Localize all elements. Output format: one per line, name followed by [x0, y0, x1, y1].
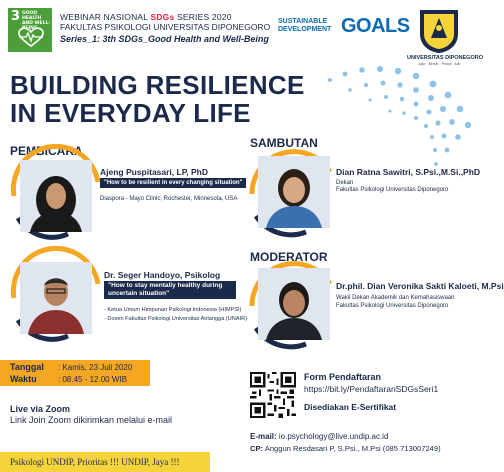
sdg-goals-logo: [278, 15, 410, 40]
university-name: UNIVERSITAS DIPONEGORO: [407, 55, 483, 61]
moderator-name: Dr.phil. Dian Veronika Sakti Kaloeti, M.Psi: [336, 281, 504, 291]
welcome-speaker-name: Dian Ratna Sawitri, S.Psi.,M.Si.,PhD: [336, 167, 481, 177]
moderator-role-1: Wakil Dekan Akademik dan Kemahasiswaan: [336, 295, 455, 301]
welcome-speaker-portrait-icon: [258, 156, 330, 228]
sdg-number: 3: [11, 9, 21, 24]
email-value[interactable]: io.psychology@live.undip.ac.id: [276, 432, 389, 441]
welcome-heading: SAMBUTAN: [250, 136, 318, 150]
university-tagline: Jujur · Bersih · Peduli · Adil: [417, 62, 461, 66]
registration-qr-code-icon[interactable]: [250, 372, 296, 418]
footer-slogan: Psikologi UNDIP, Prioritas !!! UNDIP, Jaya !!!: [10, 457, 180, 467]
time-value: : 08.45 - 12.00 WIB: [58, 375, 127, 384]
speaker-2-talk-line-2: uncertain situation": [108, 290, 170, 297]
certificate-note: Disediakan E-Sertifikat: [304, 402, 397, 412]
date-value: : Kamis, 23 Juli 2020: [58, 363, 133, 372]
welcome-speaker-role-1: Dekan: [336, 180, 354, 186]
email-label: E-mail:: [250, 432, 277, 441]
welcome-speaker-photo: [258, 156, 330, 228]
speaker-2-photo: [20, 262, 92, 334]
cp-value: Anggun Resdasari P, S.Psi., M.Psi (085 713007249): [263, 444, 441, 453]
registration-heading: Form Pendaftaran: [304, 372, 382, 382]
speaker-1-talk-title: "How to be resilient in every changing situation": [100, 178, 246, 188]
speaker-2-role-1: - Ketua Umum Himpunan Psikologi Indonesia (HIMPSI): [104, 307, 242, 313]
header-line-2: FAKULTAS PSIKOLOGI UNIVERSITAS DIPONEGORO: [60, 22, 271, 32]
date-label: Tanggal: [10, 362, 44, 372]
sdg-goals-big: GOALS: [341, 15, 410, 37]
speaker-1-name: Ajeng Puspitasari, LP, PhD: [100, 167, 209, 177]
header-suffix: SERIES 2020: [174, 12, 232, 22]
moderator-role-2: Fakultas Psikologi Universitas Diponegoro: [336, 303, 449, 309]
series-title: Series_1: 3th SDGs_Good Health and Well-Being: [60, 34, 269, 44]
welcome-speaker-role-2: Fakultas Psikologi Universitas Diponegoro: [336, 187, 449, 193]
header-line-1: [60, 12, 232, 22]
speaker-1-affiliation: Diaspora - Mayo Clinic, Rochester, Minnesota, USA: [100, 196, 238, 202]
speakers-heading: PEMBICARA: [10, 144, 83, 158]
time-label: Waktu: [10, 374, 37, 384]
header-sdgs: SDGs: [150, 12, 175, 22]
speaker-2-portrait-icon: [20, 262, 92, 334]
moderator-photo: [258, 268, 330, 340]
speaker-1-photo: [20, 160, 92, 232]
speaker-1-portrait-icon: [20, 160, 92, 232]
zoom-link-note: Link Join Zoom dikirimkan melalui e-mail: [10, 415, 173, 425]
email-contact: [250, 432, 388, 441]
cp-label: CP:: [250, 444, 264, 453]
moderator-heading: MODERATOR: [250, 250, 328, 264]
sdg-3-badge: [8, 8, 52, 52]
sdg-goals-small-2: DEVELOPMENT: [278, 26, 332, 33]
event-title-line-1: BUILDING RESILIENCE: [10, 70, 305, 100]
sdg-goals-small-1: SUSTAINABLE: [278, 18, 328, 25]
zoom-heading: Live via Zoom: [10, 404, 71, 414]
sdg-badge-text: GOOD HEALTH AND WELL-BEING: [22, 11, 51, 31]
cp-contact: [250, 444, 441, 453]
registration-link[interactable]: https://bit.ly/PendaftaranSDGsSeri1: [304, 384, 439, 394]
speaker-2-talk-title: [104, 281, 236, 299]
speaker-2-talk-line-1: "How to stay mentally healthy during: [108, 282, 223, 289]
heartbeat-icon: [16, 26, 46, 48]
speaker-2-name: Dr. Seger Handoyo, Psikolog: [104, 270, 221, 280]
speaker-2-role-2: - Dosen Fakultas Psikologi Universitas Airlangga (UNAIR): [104, 316, 248, 322]
sdg-goals-small: [278, 18, 331, 34]
moderator-portrait-icon: [258, 268, 330, 340]
university-seal-icon: [414, 8, 464, 54]
header-prefix: WEBINAR NASIONAL: [60, 12, 151, 22]
schedule-box: [0, 360, 150, 386]
event-title-line-2: IN EVERYDAY LIFE: [10, 98, 251, 128]
